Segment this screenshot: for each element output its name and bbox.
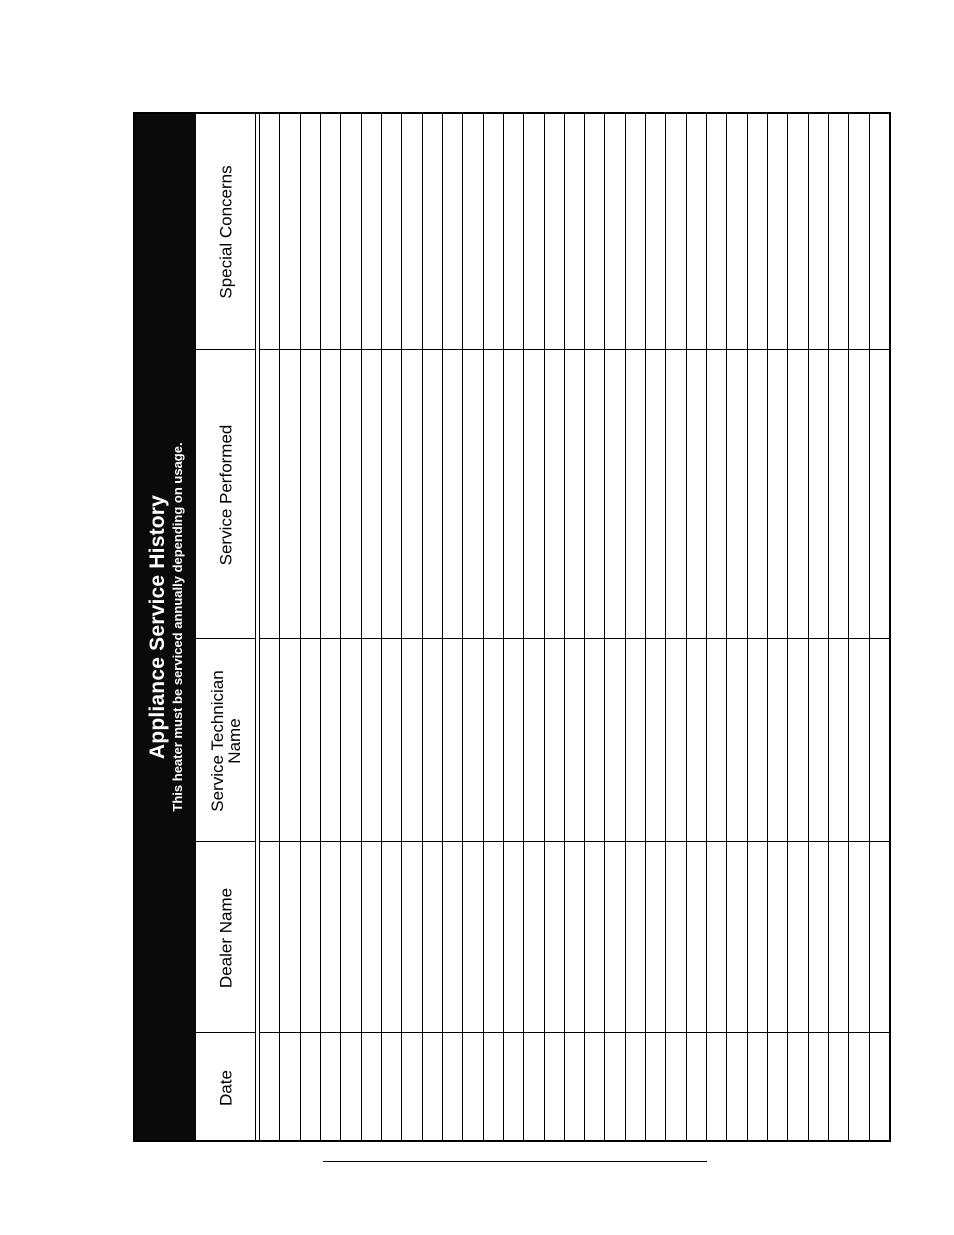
grid-vertical-line: [503, 114, 504, 1140]
grid-vertical-line: [828, 114, 829, 1140]
grid-vertical-line: [645, 114, 646, 1140]
grid-column-divider: [259, 638, 889, 639]
grid-vertical-line: [279, 114, 280, 1140]
grid-vertical-line: [584, 114, 585, 1140]
grid-vertical-line: [300, 114, 301, 1140]
grid-vertical-line: [462, 114, 463, 1140]
grid-vertical-line: [564, 114, 565, 1140]
grid-vertical-line: [523, 114, 524, 1140]
grid-column-divider: [259, 349, 889, 350]
grid-vertical-line: [483, 114, 484, 1140]
grid-column-divider: [259, 1032, 889, 1033]
grid-vertical-line: [706, 114, 707, 1140]
grid-vertical-line: [726, 114, 727, 1140]
title-banner: [135, 114, 196, 1140]
grid-vertical-line: [401, 114, 402, 1140]
grid-vertical-line: [747, 114, 748, 1140]
grid-vertical-line: [604, 114, 605, 1140]
grid-vertical-line: [442, 114, 443, 1140]
grid-vertical-line: [625, 114, 626, 1140]
service-history-form: [133, 112, 891, 1142]
grid-vertical-line: [320, 114, 321, 1140]
grid-vertical-line: [340, 114, 341, 1140]
grid-vertical-line: [767, 114, 768, 1140]
form-subtitle: This heater must be serviced annually depending on usage.: [169, 442, 185, 812]
footer-rule: [323, 1161, 707, 1162]
grid-vertical-line: [848, 114, 849, 1140]
grid-vertical-line: [422, 114, 423, 1140]
form-title: Appliance Service History: [145, 494, 169, 760]
grid-vertical-line: [869, 114, 870, 1140]
header-dealer-name: Dealer Name: [196, 841, 255, 1033]
grid-vertical-line: [787, 114, 788, 1140]
header-service-performed: Service Performed: [196, 349, 255, 639]
grid-vertical-line: [889, 114, 890, 1140]
header-date: Date: [196, 1032, 255, 1143]
header-technician-name: Service Technician Name: [196, 638, 255, 842]
header-special-concerns: Special Concerns: [216, 164, 235, 299]
grid-vertical-line: [544, 114, 545, 1140]
grid-vertical-line: [808, 114, 809, 1140]
grid-vertical-line: [665, 114, 666, 1140]
grid-vertical-line: [381, 114, 382, 1140]
grid-vertical-line: [361, 114, 362, 1140]
grid-vertical-line: [686, 114, 687, 1140]
grid-column-divider: [259, 841, 889, 842]
entry-grid: [259, 114, 889, 1140]
column-headers: [196, 114, 256, 1140]
